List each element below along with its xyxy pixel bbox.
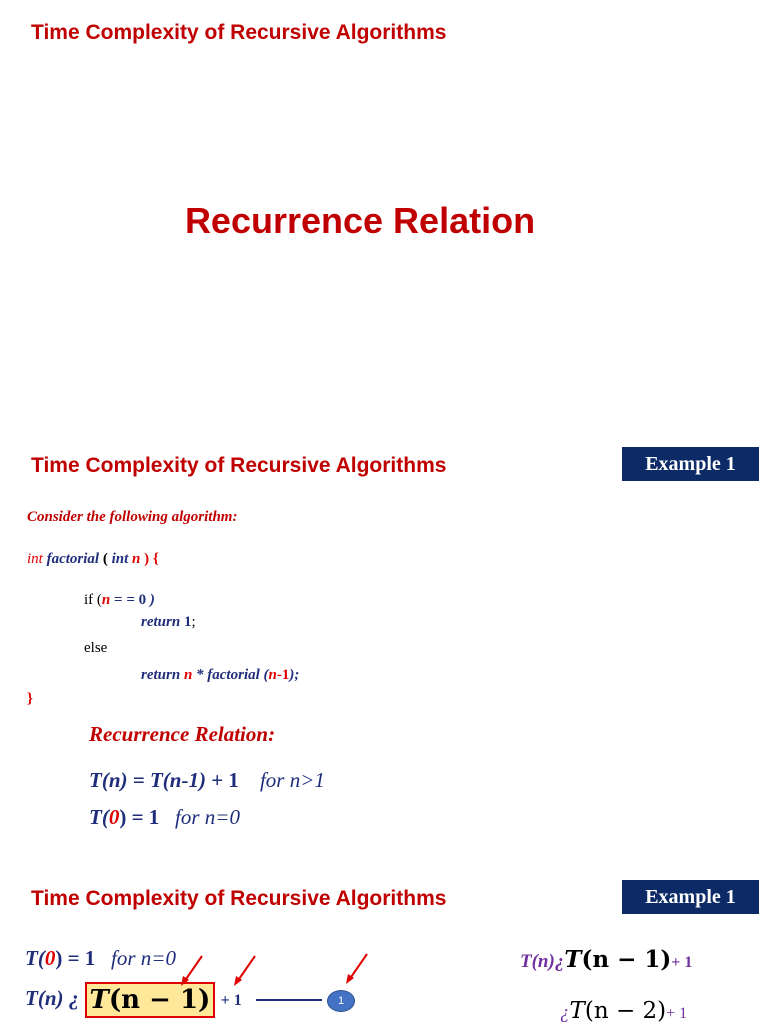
- slide-title: Time Complexity of Recursive Algorithms: [31, 21, 447, 44]
- slide-3: [0, 862, 768, 1024]
- step-circle: 1: [327, 990, 355, 1012]
- intro-text: Consider the following algorithm:: [27, 509, 238, 525]
- slide-2: [0, 430, 768, 862]
- connector-line: [256, 999, 322, 1001]
- arrow-icon: [231, 954, 261, 988]
- highlighted-term: T(n − 1): [85, 982, 216, 1018]
- code-line-return-1: return 1;: [141, 614, 196, 630]
- expansion-step-2: ¿T(n − 2)+ 1: [560, 998, 688, 1024]
- arrow-icon: [343, 952, 373, 986]
- code-line-signature: int factorial ( int n ) {: [27, 551, 159, 567]
- base-case-equation: T(0) = 1 for n=0: [25, 946, 176, 970]
- section-title: Recurrence Relation: [184, 200, 536, 241]
- recurrence-equation-base: T(0) = 1 for n=0: [89, 805, 240, 829]
- slide-1: [0, 0, 768, 430]
- slide-title: Time Complexity of Recursive Algorithms: [31, 454, 447, 477]
- recursive-equation: T(n) ¿ T(n − 1) + 1: [25, 982, 242, 1018]
- slide-title: Time Complexity of Recursive Algorithms: [31, 887, 447, 910]
- arrow-icon: [178, 954, 208, 988]
- expansion-step-1: T(n)¿T(n − 1)+ 1: [520, 946, 693, 973]
- code-line-close-brace: }: [27, 691, 33, 707]
- example-badge: Example 1: [622, 447, 759, 481]
- recurrence-equation-1: T(n) = T(n-1) + 1 for n>1: [89, 768, 325, 792]
- code-line-if: if (n = = 0 ): [84, 592, 155, 608]
- example-badge: Example 1: [622, 880, 759, 914]
- recurrence-heading: Recurrence Relation:: [89, 722, 276, 746]
- code-line-return-recursive: return n * factorial (n-1);: [141, 667, 300, 683]
- code-line-else: else: [84, 640, 108, 656]
